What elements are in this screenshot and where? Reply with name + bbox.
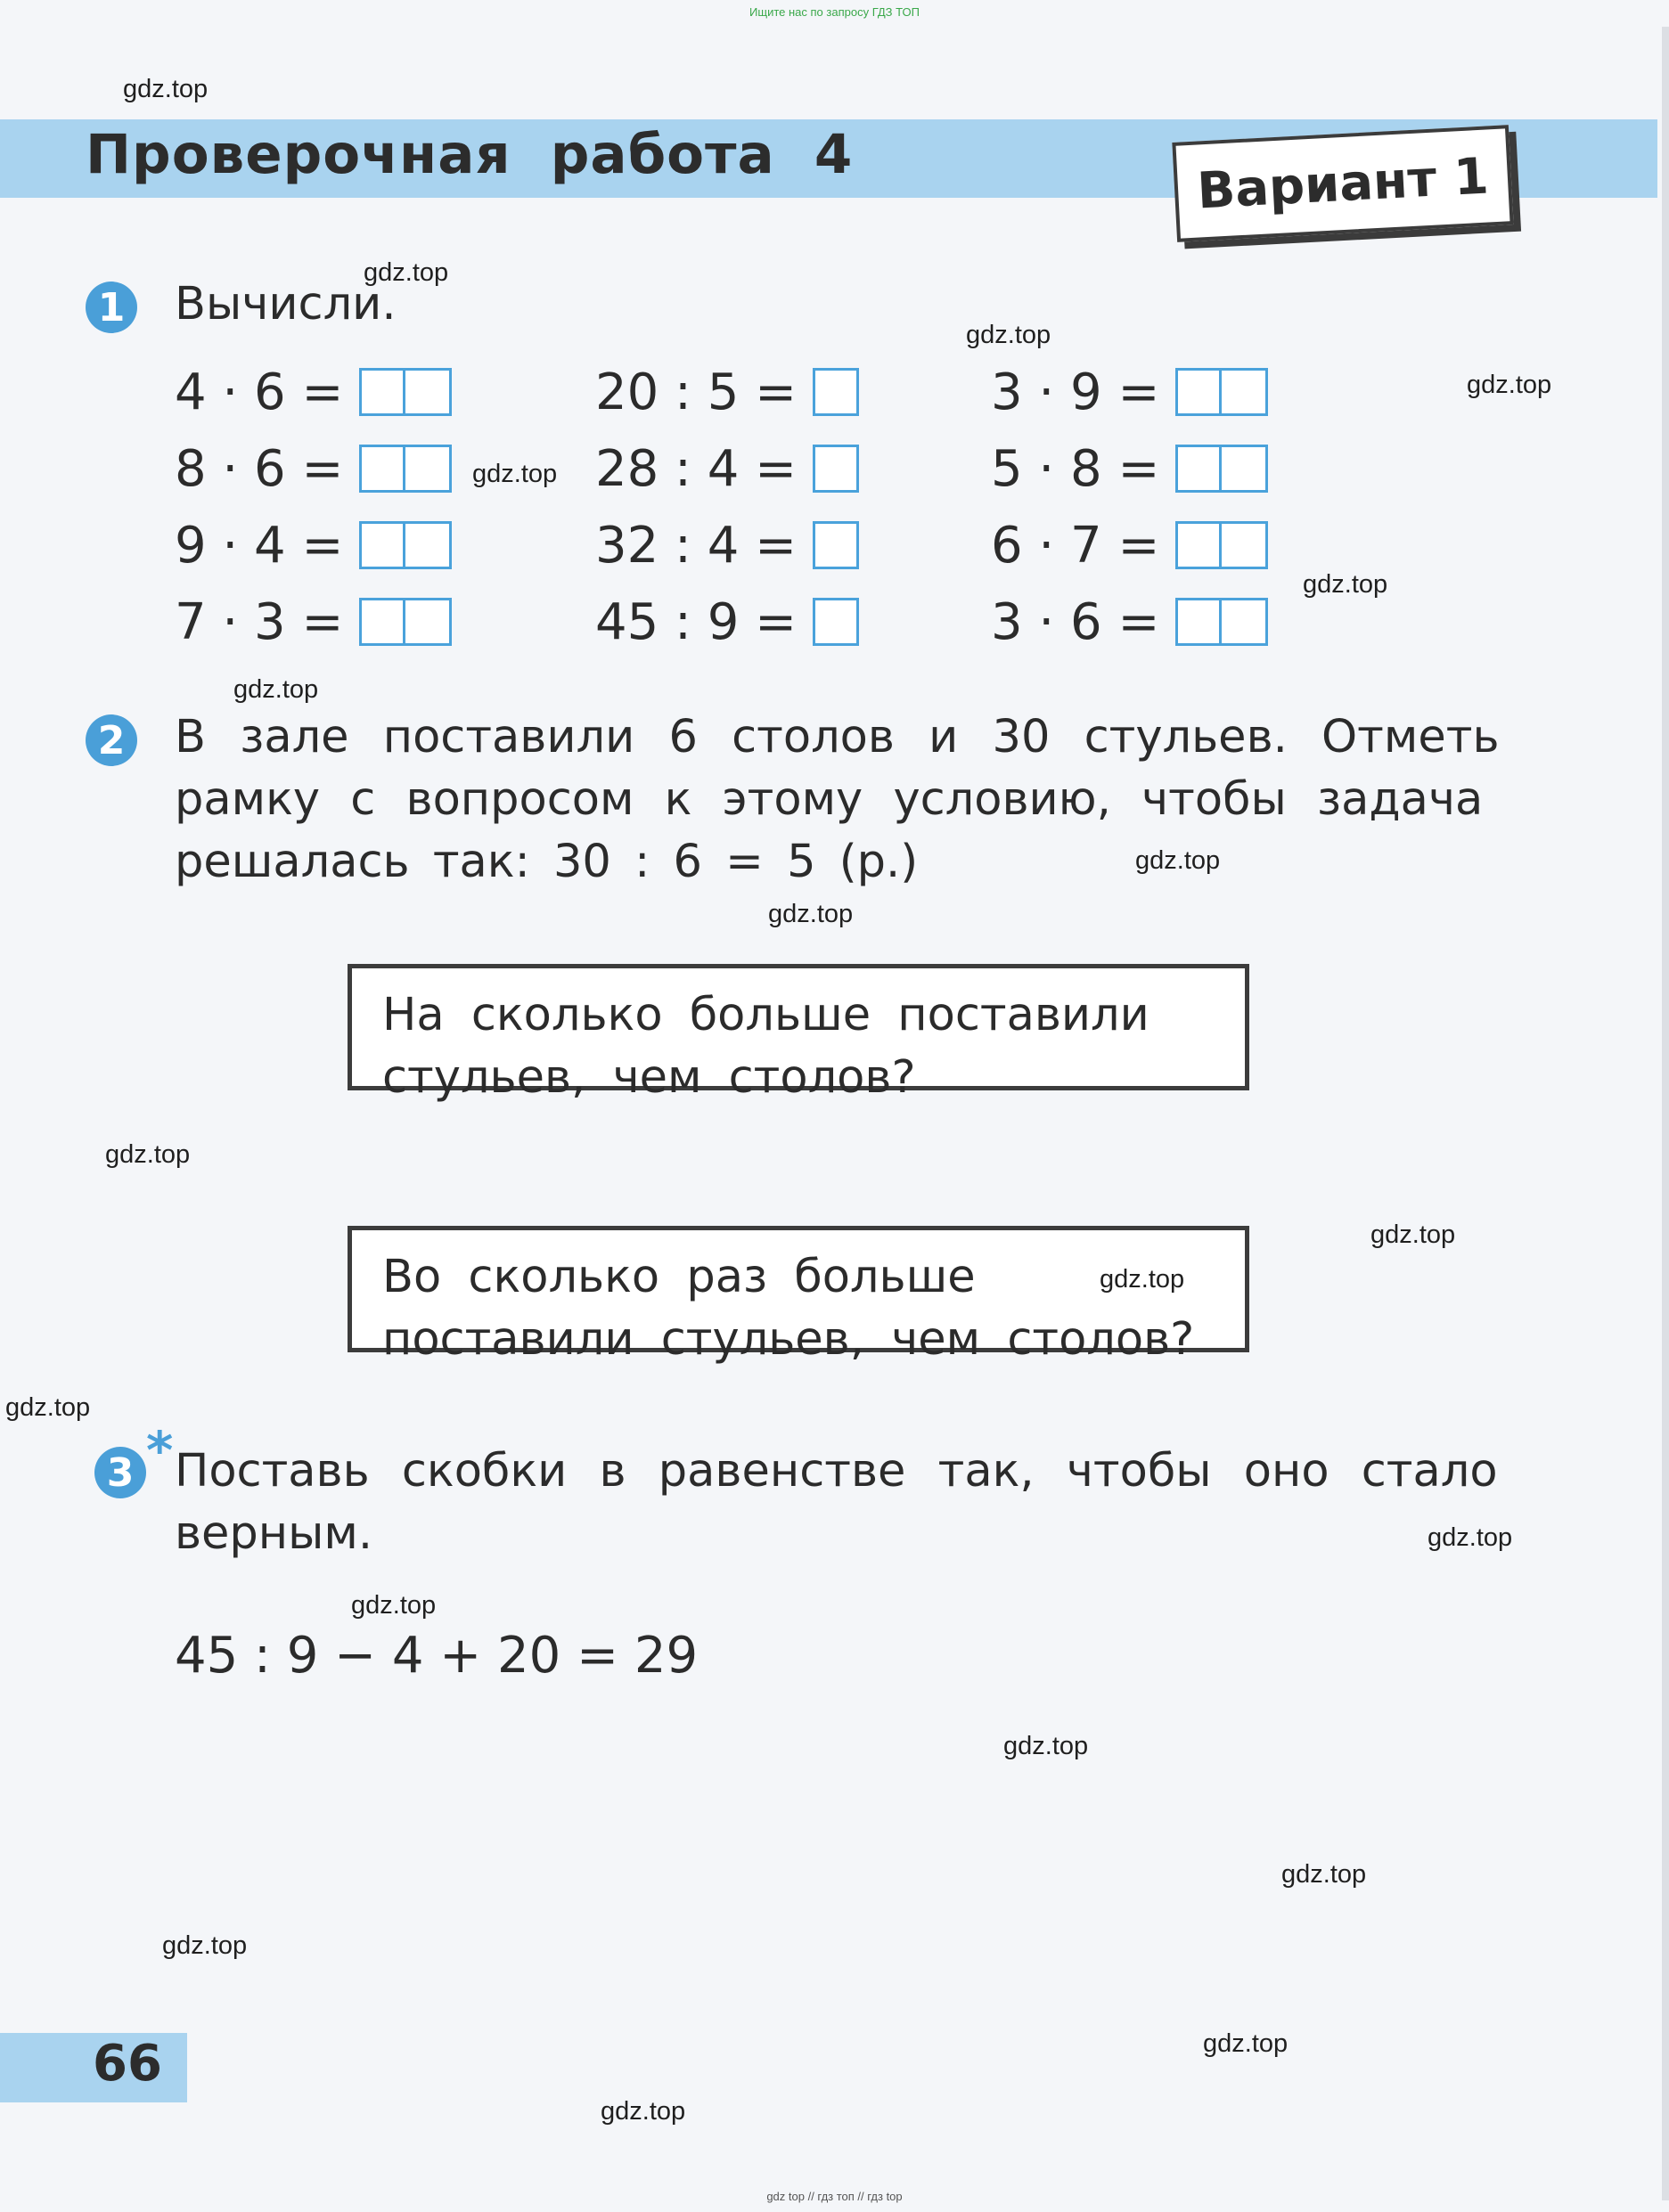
expression: 4 · 6 = (175, 363, 344, 421)
answer-box[interactable] (1175, 445, 1268, 493)
expression: 3 · 6 = (991, 592, 1160, 651)
star-icon: * (146, 1420, 174, 1481)
expression-row (175, 440, 452, 497)
expression-row (175, 517, 452, 574)
task-2-number: 2 (86, 714, 137, 766)
watermark: gdz.top (123, 75, 209, 103)
answer-box[interactable] (813, 445, 859, 493)
top-note: Ищите нас по запросу ГДЗ ТОП (749, 5, 920, 19)
answer-option-1[interactable] (348, 964, 1249, 1104)
expression: 6 · 7 = (991, 516, 1160, 575)
expression-row (991, 440, 1268, 497)
watermark: gdz.top (1100, 1265, 1185, 1294)
watermark: gdz.top (768, 900, 854, 928)
page-number: 66 (93, 2035, 162, 2093)
watermark: gdz.top (233, 675, 319, 704)
task-1-text: Вычисли. (175, 278, 397, 331)
expression-row (595, 440, 859, 497)
watermark: gdz.top (1281, 1860, 1367, 1889)
watermark: gdz.top (351, 1591, 437, 1620)
option-2-line-2: поставили стульев, чем столов? (382, 1313, 1195, 1366)
expression-row (595, 593, 859, 650)
task-3-number: 3 (94, 1447, 146, 1498)
task-1-number: 1 (86, 282, 137, 333)
watermark: gdz.top (1428, 1523, 1513, 1552)
expression: 32 : 4 = (595, 516, 798, 575)
expression-row (595, 517, 859, 574)
expression: 45 : 9 = (595, 592, 798, 651)
expression-row (991, 593, 1268, 650)
option-1-line-2: стульев, чем столов? (382, 1051, 916, 1104)
answer-box[interactable] (1175, 598, 1268, 646)
watermark: gdz.top (1135, 846, 1221, 875)
page-edge (1662, 27, 1669, 2200)
answer-box[interactable] (359, 521, 452, 569)
watermark: gdz.top (601, 2097, 686, 2126)
watermark: gdz.top (1303, 570, 1388, 599)
task-2-line-1: В зале поставили 6 столов и 30 стульев. Отметь (175, 711, 1500, 763)
watermark: gdz.top (5, 1393, 91, 1422)
answer-box[interactable] (1175, 368, 1268, 416)
page-title: Проверочная работа 4 (86, 123, 854, 186)
answer-box[interactable] (359, 598, 452, 646)
answer-box[interactable] (359, 445, 452, 493)
watermark: gdz.top (364, 258, 449, 287)
bottom-note: gdz top // гдз топ // гдз top (766, 2190, 903, 2203)
answer-box[interactable] (813, 521, 859, 569)
equation: 45 : 9 − 4 + 20 = 29 (175, 1627, 699, 1685)
expression: 7 · 3 = (175, 592, 344, 651)
watermark: gdz.top (1467, 371, 1552, 399)
expression: 5 · 8 = (991, 439, 1160, 498)
task-2-line-3: решалась так: 30 : 6 = 5 (р.) (175, 836, 919, 888)
watermark: gdz.top (1203, 2029, 1289, 2058)
watermark: gdz.top (1370, 1220, 1456, 1249)
answer-box[interactable] (813, 598, 859, 646)
watermark: gdz.top (162, 1931, 248, 1960)
answer-box[interactable] (1175, 521, 1268, 569)
expression-row (991, 517, 1268, 574)
expression: 3 · 9 = (991, 363, 1160, 421)
answer-box[interactable] (813, 368, 859, 416)
expression: 8 · 6 = (175, 439, 344, 498)
expression-row (175, 593, 452, 650)
watermark: gdz.top (966, 321, 1051, 349)
option-2-line-1: Во сколько раз больше (382, 1251, 976, 1303)
expression-row (595, 363, 859, 420)
option-1-line-1: На сколько больше поставили (382, 989, 1149, 1041)
task-3-line-1: Поставь скобки в равенстве так, чтобы оно стало (175, 1445, 1498, 1498)
expression: 20 : 5 = (595, 363, 798, 421)
expression-row (175, 363, 452, 420)
task-2-line-2: рамку с вопросом к этому условию, чтобы задача (175, 773, 1484, 826)
expression-row (991, 363, 1268, 420)
expression: 9 · 4 = (175, 516, 344, 575)
watermark: gdz.top (1003, 1732, 1089, 1760)
variant-label: Вариант 1 (1172, 125, 1513, 242)
watermark: gdz.top (472, 460, 558, 488)
expression: 28 : 4 = (595, 439, 798, 498)
watermark: gdz.top (105, 1140, 191, 1169)
answer-box[interactable] (359, 368, 452, 416)
task-3-line-2: верным. (175, 1507, 373, 1560)
